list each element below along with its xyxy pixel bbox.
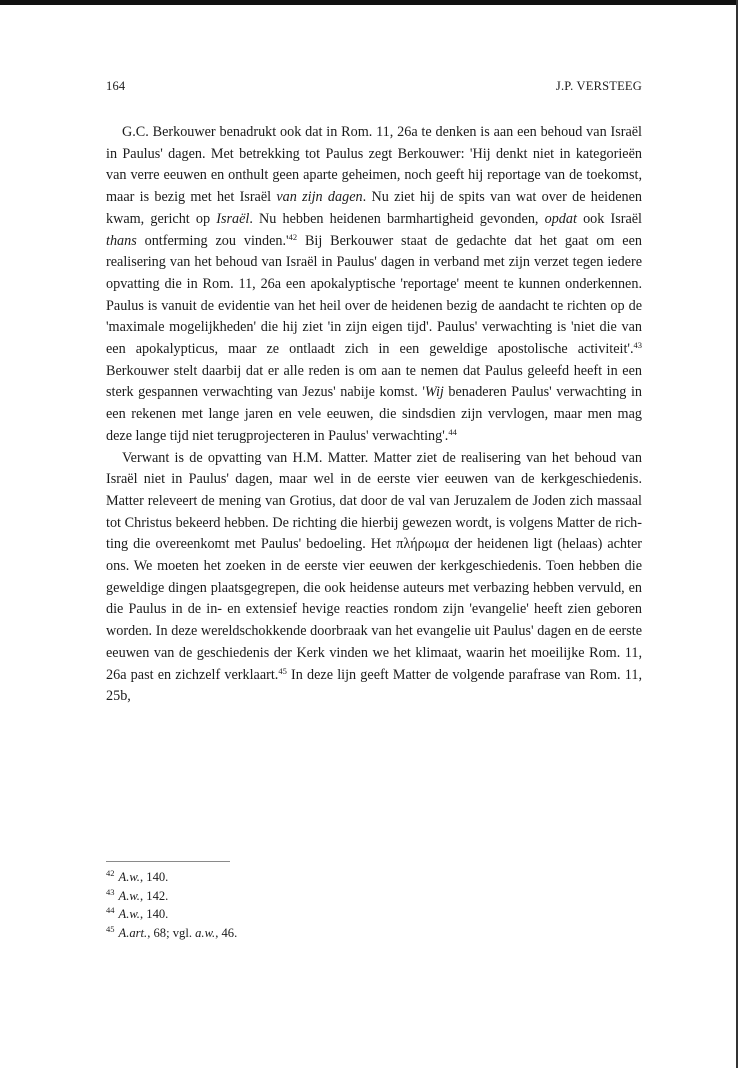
footnote-reference: 44 bbox=[448, 426, 457, 437]
footnote bbox=[106, 868, 406, 887]
footnote-text: , 140. bbox=[139, 870, 169, 884]
paragraph bbox=[106, 448, 642, 708]
running-head-author: J.P. VERSTEEG bbox=[555, 79, 642, 93]
text-run-italic: van zijn dagen bbox=[276, 189, 363, 206]
text-run: Bij Berkouwer staat de gedachte dat het gaat om een realisering van het behoud van Israël in Paulus' dagen in verband met zijn verzet tegen iedere opvatting die in Rom. 11, 26a een apokalyptische 'reportage' meent te kunnen onderkennen. Paulus is vanuit de evidentie van het heil over de heidenen bezig de aandacht te richten op de 'maximale mogelijkheden' die hij ziet 'in zijn eigen tijd'. Paulus' verwachting is 'niet die van een apokalypticus, maar ze ontlaadt zich in een geweldige apostolische activiteit'. bbox=[106, 232, 642, 358]
footnote-text: , 140. bbox=[139, 907, 169, 921]
text-run: ontferming zou vinden.' bbox=[136, 232, 289, 249]
footnote bbox=[106, 905, 406, 924]
footnote-number: 45 bbox=[106, 923, 115, 934]
running-head bbox=[106, 79, 642, 97]
body-text bbox=[106, 122, 642, 708]
footnote bbox=[106, 887, 406, 906]
footnote-reference: 43 bbox=[633, 340, 642, 351]
text-run-italic: Israël bbox=[216, 210, 250, 227]
text-run: . Nu hebben heidenen barmhartigheid gevonden, bbox=[249, 210, 545, 227]
footnote-text: , 46. bbox=[215, 925, 238, 940]
footnote-reference: 42 bbox=[288, 231, 298, 242]
text-run: Verwant is de opvatting van H.M. Matter. Matter ziet de realisering van het behoud van Israël niet in Paulus' dagen, maar wel in de eerste vier eeuwen van de kerkgeschiedenis. Matter releveert de mening van Grotius, dat door de val van Jeruzalem de Joden zich massaal tot Christus bekeerd hebben. De richting die hierbij gewezen wordt, is volgens Matter de richting die overeenkomt met Paulus' bedoeling. Het πλήρωμα der heidenen ligt (helaas) achter ons. We moeten het zoeken in de eerste vier eeuwen der kerkgeschiedenis. Toen hebben die geweldige dingen plaatsgegrepen, die ook heidense auteurs met verbazing hebben vervuld, en die Paulus in de in- en extensief hevige reacties rondom zijn 'evangelie' heeft zien geboren worden. In deze wereldschokkende doorbraak van het evangelie uit Paulus' dagen en de eerste eeuwen van de geschiedenis der Kerk vinden we het klimaat, waarin het moeilijke Rom. 11, 26a past en zichzelf verklaart. bbox=[106, 449, 642, 683]
footnote-text-italic: a.w. bbox=[195, 925, 216, 940]
footnote-text-italic: A.w. bbox=[118, 907, 140, 921]
text-run: Berkouwer stelt daarbij dat er alle reden is om aan te nemen dat Paulus geleefd heeft in een sterk gespannen verwachting van Jezus' nabije komst. ' bbox=[106, 362, 642, 401]
footnote-text: , 68; vgl. bbox=[147, 925, 196, 940]
footnote-number: 44 bbox=[106, 905, 115, 915]
text-run-italic: Wij bbox=[424, 384, 444, 401]
text-run: . Nu ziet hij de spits van wat over de heidenen kwam, gericht op bbox=[106, 189, 643, 227]
footnote-text: , 142. bbox=[139, 888, 169, 903]
footnote-separator bbox=[106, 861, 230, 862]
book-page bbox=[106, 0, 642, 1068]
footnote-text-italic: A.w. bbox=[118, 870, 140, 884]
page-number: 164 bbox=[106, 79, 126, 93]
text-run-italic: opdat bbox=[544, 210, 577, 227]
footnotes bbox=[106, 868, 406, 942]
text-run: ook Israël bbox=[576, 210, 643, 227]
footnote-number: 43 bbox=[106, 886, 115, 897]
paragraph bbox=[106, 122, 642, 448]
footnote-number: 42 bbox=[106, 868, 115, 878]
text-run: G.C. Berkouwer benadrukt ook dat in Rom. 11, 26a te denken is aan een behoud van Israël in Paulus' dagen. Met betrekking tot Paulus zegt Berkouwer: 'Hij denkt niet in kategorieën van verre eeuwen en onthult geen aparte geheimen, noch geeft hij reportage van de toekomst, maar is bezig met het Israël bbox=[106, 124, 642, 206]
text-run: benaderen Paulus' verwachting in een rekenen met lange jaren en vele eeuwen, die sindsdien zijn vervlogen, maar men mag deze lange tijd niet terugprojecteren in Paulus' verwachting'. bbox=[106, 384, 643, 444]
footnote bbox=[106, 924, 406, 943]
footnote-reference: 45 bbox=[278, 665, 287, 676]
text-run: In deze lijn geeft Matter de volgende parafrase van Rom. 11, 25b, bbox=[106, 666, 642, 705]
footnote-text-italic: A.art. bbox=[118, 925, 148, 940]
text-run-italic: thans bbox=[106, 232, 137, 249]
footnote-text-italic: A.w. bbox=[118, 888, 140, 903]
